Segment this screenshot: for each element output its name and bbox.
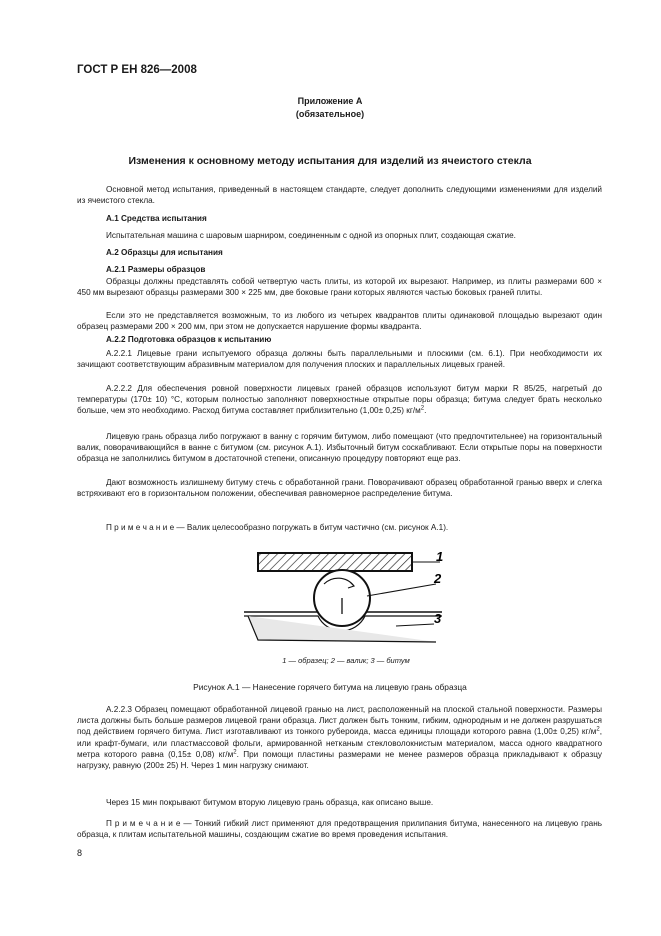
section-a1-heading: А.1 Средства испытания [106, 214, 207, 223]
section-a223-p2: Через 15 мин покрывают битумом вторую лицевую грань образца, как описано выше. [106, 798, 434, 807]
section-a222-text: А.2.2.2 Для обеспечения ровной поверхности лицевых граней образцов используют битум марки R 85/25, нагретый до температуры (170± 10) °C, которым полностью заполняют поверхностные открытые поры образца; битума следует брать несколько больше, чем это необходимо. Расход битума составляет приблизительно (1,00± 0,25) кг/м [77, 384, 602, 416]
section-a21-p1: Образцы должны представлять собой четвертую часть плиты, из которой их вырезают. Например, из плиты размерами 600 × 450 мм вырезают образцы размерами 300 × 225 мм, две боковые грани которых являются частью боковых граней плиты. [77, 277, 602, 298]
section-a221: А.2.2.1 Лицевые грани испытуемого образца должны быть параллельными и плоскими (см. 6.1). При необходимости их зачищают соответствующим абразивным материалом для получения плоских и параллельных лицевых граней. [77, 349, 602, 370]
superscript: 2 [420, 405, 425, 412]
page-number: 8 [77, 848, 83, 858]
section-a21-heading: А.2.1 Размеры образцов [106, 265, 206, 274]
appendix-status: (обязательное) [295, 109, 365, 119]
figure-label-1: 1 [436, 549, 444, 564]
section-a1-text: Испытательная машина с шаровым шарниром, соединенным с одной из опорных плит, создающая сжатие. [106, 231, 516, 240]
note-2-label: П р и м е ч а н и е [106, 819, 181, 828]
note-2-text: — Тонкий гибкий лист применяют для предотвращения прилипания битума, нанесенного на лицевую грань образца, к плитам испытательной машины, создающим сжатие во время проведения испытания. [77, 819, 602, 840]
document-header: ГОСТ Р ЕН 826—2008 [77, 64, 197, 76]
section-a223-end: . При помощи пластины размерами не менее размеров образца прикладывают к образцу нагрузку, равную (200± 25) Н. Через 1 мин нагрузку снимают. [77, 749, 603, 771]
period: . [424, 406, 427, 416]
intro-paragraph: Основной метод испытания, приведенный в настоящем стандарте, следует дополнить следующими изменениями для изделий из ячеистого стекла. [77, 185, 602, 206]
section-a222-p3: Лицевую грань образца либо погружают в ванну с горячим битумом, либо помещают (что предпочтительнее) на горизонтальный валик, поворачивающийся в ванне с битумом (см. рисунок А.1). Избыточный битум соскабливают. Если открытые поры на поверхности образца не заполнились битумом в достаточной степени, описанную процедуру повторяют еще раз. [77, 432, 602, 464]
section-a222 [77, 383, 602, 417]
section-a222-p4: Дают возможность излишнему битуму стечь с обработанной грани. Поворачивают образец обработанной гранью вверх и слегка встряхивают его в горизонтальном положении, обеспечивая равномерное распределение битума. [77, 478, 602, 499]
section-a223 [77, 704, 602, 771]
section-a22-heading: А.2.2 Подготовка образцов к испытанию [106, 335, 272, 344]
superscript: 2 [233, 749, 237, 756]
figure-legend: 1 — образец; 2 — валик; 3 — битум [282, 656, 410, 665]
note-1 [77, 522, 602, 533]
figure-caption: Рисунок А.1 — Нанесение горячего битума на лицевую грань образца [193, 682, 467, 692]
note-1-label: П р и м е ч а н и е [106, 523, 175, 532]
section-a223-text: А.2.2.3 Образец помещают обработанной лицевой гранью на лист, расположенный на плоской стальной поверхности. Размеры листа должны быть больше размеров лицевой грани образца. Лист должен быть тонким, гибким, однородным и не должен разрушаться под действием горячего битума. Лист изготавливают из тонкого рубероида, масса единицы площади которого равна (1,00± 0,25) кг/м [77, 705, 602, 737]
leader-line-2 [367, 584, 436, 596]
section-a21-p2: Если это не представляется возможным, то из любого из четырех квадрантов плиты одинаковой площадью вырезают один образец размерами 200 × 200 мм, при этом не допускается нарушение формы квадранта. [77, 311, 602, 332]
note-2 [77, 818, 602, 840]
section-a223-mid: , или крафт-бумаги, или пластмассовой фольги, армированной нетканым стекловолокнистым материалом, масса одного квадратного метра которого равна (0,15± 0,08) кг/м [77, 727, 602, 759]
figure-label-2: 2 [434, 571, 442, 586]
section-a2-heading: А.2 Образцы для испытания [106, 248, 223, 257]
main-title: Изменения к основному методу испытания для изделий из ячеистого стекла [128, 155, 532, 167]
figure-a1 [236, 544, 458, 656]
note-1-text: — Валик целесообразно погружать в битум частично (см. рисунок А.1). [174, 523, 449, 532]
superscript: 2 [596, 726, 600, 733]
specimen-shape [258, 553, 412, 571]
leader-line-3 [396, 624, 434, 626]
appendix-title: Приложение А [297, 96, 363, 106]
figure-label-3: 3 [434, 611, 442, 626]
